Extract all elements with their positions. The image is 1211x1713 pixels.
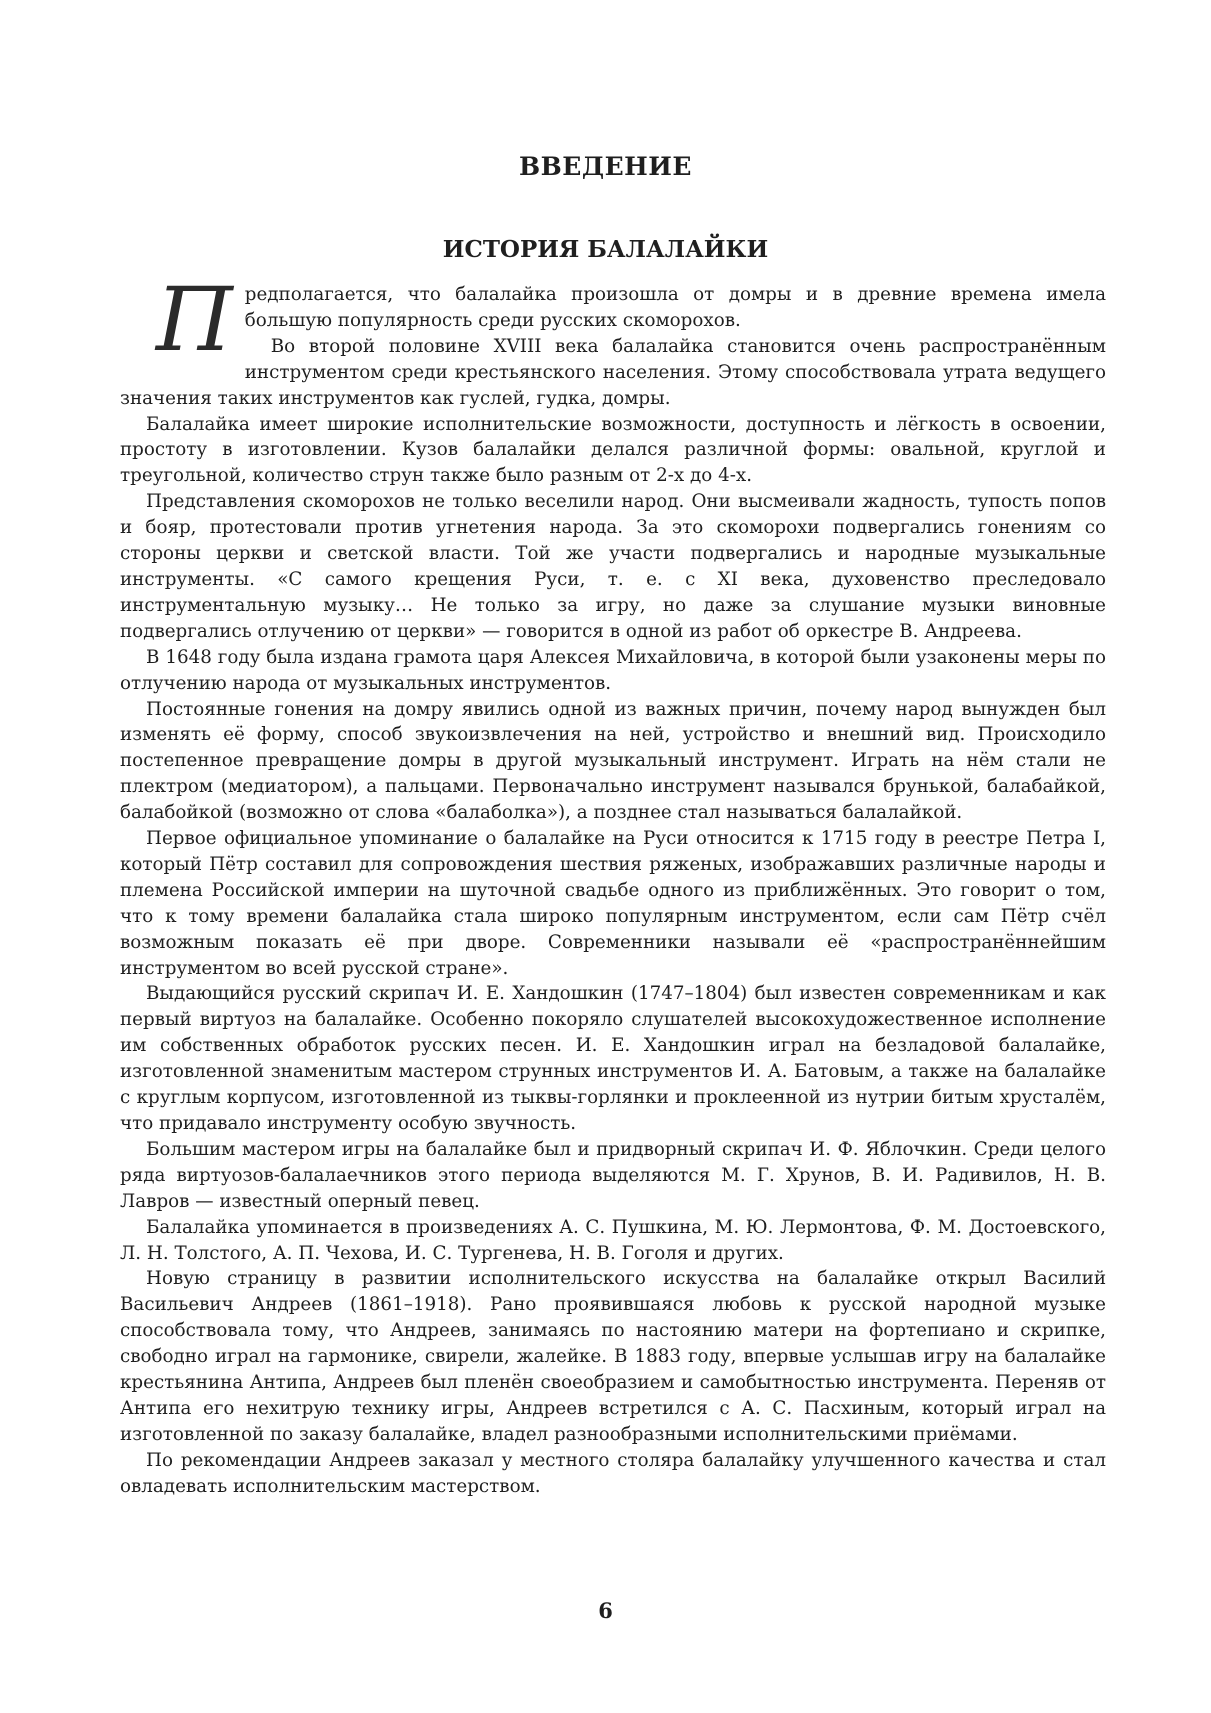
paragraph: Представления скоморохов не только веселили народ. Они высмеивали жадность, тупость попов и бояр, протестовали против угнетения народа. За это скоморохи подвергались гонениям со стороны церкви и светской власти. Той же участи подвергались и народные музыкальные инструменты. «С самого крещения Руси, т. е. с XI века, духовенство преследовало инструментальную музыку… Не только за игру, но даже за слушание музыки виновные подвергались отлучению от церкви» — говорится в одной из работ об оркестре В. Андреева.	[120, 491, 1106, 642]
paragraph: Балалайка имеет широкие исполнительские возможности, доступность и лёгкость в освоении, простоту в изготовлении. Кузов балалайки делался различной формы: овальной, круглой и треугольной, количество струн также было разным от 2-х до 4-х.	[120, 413, 1106, 487]
paragraph: Во второй половине XVIII века балалайка становится очень распространённым инструментом среди крестьянского населения. Этому способствовала утрата ведущего значения таких инструментов как гуслей, гудка, домры.	[120, 335, 1106, 409]
paragraph: Первое официальное упоминание о балалайке на Руси относится к 1715 году в реестре Петра I, который Пётр составил для сопровождения шествия ряженых, изображавших различные народы и племена Российской империи на шуточной свадьбе одного из приближённых. Это говорит о том, что к тому времени балалайка стала широко популярным инструментом, если сам Пётр счёл возможным показать её при дворе. Современники называли её «распространённейшим инструментом во всей русской стране».	[120, 828, 1106, 979]
drop-cap: П	[156, 268, 233, 371]
paragraph: Постоянные гонения на домру явились одной из важных причин, почему народ вынужден был изменять её форму, способ звукоизвлечения на ней, устройство и внешний вид. Происходило постепенное превращение домры в другой музыкальный инструмент. Играть на нём стали не плектром (медиатором), а пальцами. Первоначально инструмент назывался брунькой, балабайкой, балабойкой (возможно от слова «балаболка»), а позднее стал называться балалайкой.	[120, 698, 1106, 824]
paragraph: Предполагается, что балалайка произошла от домры и в древние времена имела большую популярность среди русских скоморохов.	[156, 268, 1106, 371]
paragraph: По рекомендации Андреев заказал у местного столяра балалайку улучшенного качества и стал овладевать исполнительским мастерством.	[120, 1449, 1106, 1497]
chapter-title: ВВЕДЕНИЕ	[519, 152, 692, 181]
section-title: ИСТОРИЯ БАЛАЛАЙКИ	[442, 236, 769, 263]
page-number: 6	[598, 1598, 613, 1623]
paragraph: Выдающийся русский скрипач И. Е. Хандошкин (1747–1804) был известен современникам и как первый виртуоз на балалайке. Особенно покоряло слушателей высокохудожественное исполнение им собственных обработок русских песен. И. Е. Хандошкин играл на безладовой балалайке, изготовленной знаменитым мастером струнных инструментов И. А. Батовым, а также на балалайке с круглым корпусом, изготовленной из тыквы-горлянки и проклеенной из нутрии битым хрусталём, что придавало инструменту особую звучность.	[120, 983, 1106, 1134]
paragraph: Балалайка упоминается в произведениях А. С. Пушкина, М. Ю. Лермонтова, Ф. М. Достоевского, Л. Н. Толстого, А. П. Чехова, И. С. Тургенева, Н. В. Гоголя и других.	[120, 1216, 1106, 1264]
paragraph: Большим мастером игры на балалайке был и придворный скрипач И. Ф. Яблочкин. Среди целого ряда виртуозов-балалаечников этого периода выделяются М. Г. Хрунов, В. И. Радивилов, Н. В. Лавров — известный оперный певец.	[120, 1138, 1106, 1212]
body-text	[120, 268, 1106, 1500]
paragraph: В 1648 году была издана грамота царя Алексея Михайловича, в которой были узаконены меры по отлучению народа от музыкальных инструментов.	[120, 646, 1106, 694]
paragraph: Новую страницу в развитии исполнительского искусства на балалайке открыл Василий Васильевич Андреев (1861–1918). Рано проявившаяся любовь к русской народной музыке способствовала тому, что Андреев, занимаясь по настоянию матери на фортепиано и скрипке, свободно играл на гармонике, свирели, жалейке. В 1883 году, впервые услышав игру на балалайке крестьянина Антипа, Андреев был пленён своеобразием и самобытностью инструмента. Переняв от Антипа его нехитрую технику игры, Андреев встретился с А. С. Пасхиным, который играл на изготовленной по заказу балалайке, владел разнообразными исполнительскими приёмами.	[120, 1268, 1106, 1445]
